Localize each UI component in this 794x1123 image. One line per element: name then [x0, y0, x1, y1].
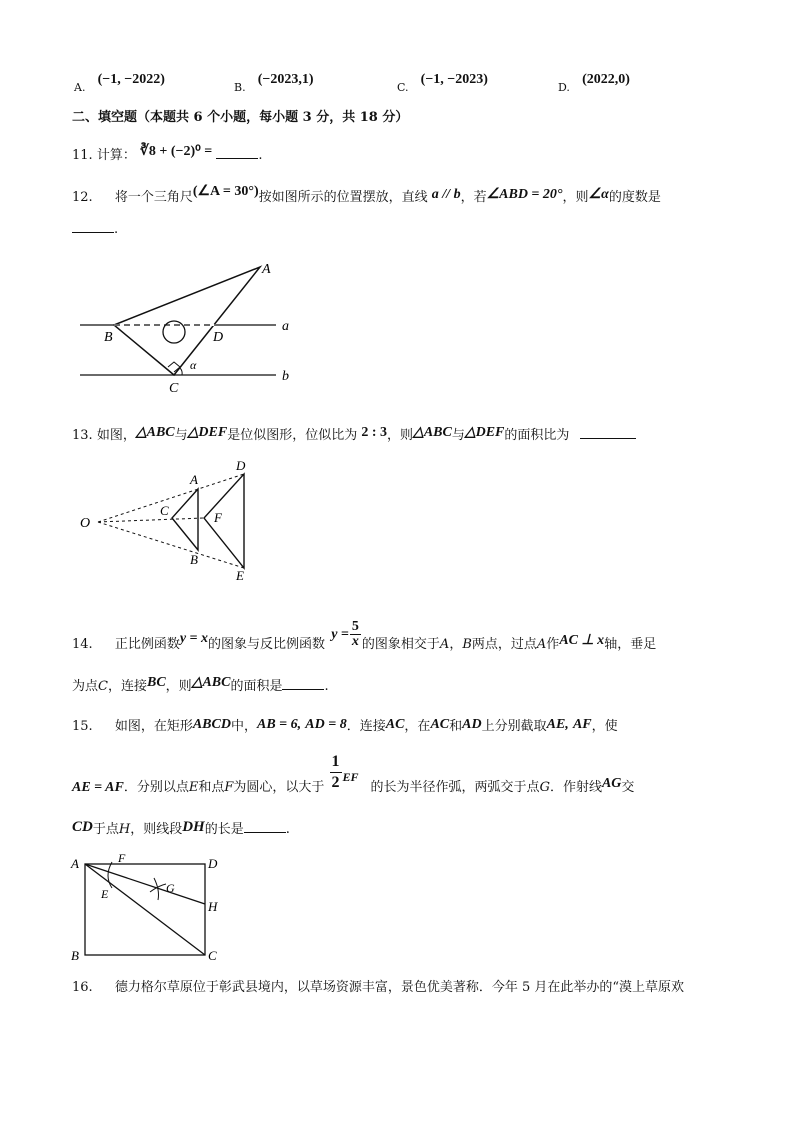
q11-number: 11.	[72, 148, 93, 163]
q15-math-10: EF	[342, 770, 359, 784]
q14-text-1: 正比例函数	[114, 637, 180, 652]
angle-alpha-arc	[180, 368, 182, 375]
q14-fraction	[350, 620, 361, 649]
label-C: C	[169, 381, 179, 396]
q15-math-8: AF	[572, 717, 592, 732]
q14-line2-c: ，连接	[107, 679, 147, 694]
q15-text-1: 如图，在矩形	[114, 719, 193, 734]
label-A-15: A	[71, 856, 79, 871]
option-a	[74, 72, 165, 94]
option-b-letter: B.	[234, 81, 246, 94]
option-c-letter: C.	[397, 81, 409, 94]
label-A: A	[262, 262, 271, 277]
q14-point-a: A	[439, 637, 450, 652]
q14-point-b: B	[462, 637, 472, 652]
label-F-13: F	[214, 510, 222, 525]
q11-answer-blank[interactable]	[216, 146, 258, 159]
q15-text-7: ，使	[591, 719, 618, 734]
q12-math-4: ∠α	[588, 187, 609, 202]
q13-text-5: 与	[451, 428, 465, 443]
q14-point-c: C	[98, 679, 108, 694]
q15-math-9: AE = AF	[72, 780, 124, 795]
q13-math-4: △ABC	[413, 425, 452, 440]
label-O: O	[80, 516, 91, 531]
label-H-15: H	[208, 899, 218, 914]
figure-15	[68, 848, 228, 964]
q15-text-10: 为圆心，以大于	[233, 780, 325, 795]
q15-math-5: AC	[430, 717, 450, 732]
section-title: 二、填空题（本题共 6 个小题，每小题 3 分，共 18 分）	[72, 110, 409, 125]
q13-text-6: 的面积比为	[504, 428, 570, 443]
q15-text-8: ．分别以点	[123, 780, 189, 795]
q14-text-3: 的图象相交于	[361, 637, 440, 652]
q14-text-4: 轴，垂足	[604, 637, 657, 652]
option-d-letter: D.	[558, 81, 570, 94]
figure-13	[78, 456, 268, 584]
question-14	[72, 619, 657, 659]
label-alpha: α	[190, 358, 197, 372]
triangle-abc	[114, 267, 260, 375]
q15-text-9: 和点	[198, 780, 225, 795]
q14-frac-den: x	[351, 634, 359, 649]
q12-text-3: ，若	[460, 190, 487, 205]
q15-math-11: AG	[601, 776, 622, 791]
q14-math-2: y =	[331, 627, 349, 642]
option-b-value: (−2023,1)	[257, 72, 314, 87]
q13-number: 13.	[72, 428, 93, 443]
q15-text-6: 上分别截取	[481, 719, 547, 734]
q15-text-12: ．作射线	[549, 780, 602, 795]
q15-frac-den: 2	[331, 774, 340, 791]
q14-point-a2: A	[536, 637, 547, 652]
label-B: B	[104, 330, 113, 345]
q15-math-6: AD	[462, 717, 482, 732]
q14-math-5: △ABC	[191, 675, 231, 690]
triangle-abc-13	[172, 489, 198, 550]
label-A-13: A	[190, 472, 198, 487]
label-B-15: B	[71, 948, 79, 963]
q11-expression: ∛8 + (−2)⁰ =	[139, 144, 213, 159]
ray-oe	[98, 522, 244, 568]
option-d-value: (2022,0)	[582, 72, 630, 87]
q12-number: 12.	[72, 190, 93, 205]
q15-text-2: 中，	[230, 719, 257, 734]
label-C-15: C	[208, 948, 217, 963]
q15-text-14: 于点	[92, 822, 119, 837]
q15-answer-blank[interactable]	[244, 820, 286, 833]
label-C-13: C	[160, 503, 169, 518]
option-c	[397, 72, 488, 94]
option-a-letter: A.	[74, 81, 86, 94]
question-15-line-3	[72, 818, 290, 838]
q15-number: 15.	[72, 719, 93, 734]
q15-text-15: ，则线段	[130, 822, 183, 837]
question-11	[72, 144, 263, 164]
q12-text-1: 将一个三角尺	[114, 190, 193, 205]
q13-answer-blank[interactable]	[580, 426, 636, 439]
q15-fraction	[330, 752, 342, 793]
triangle-def	[204, 474, 244, 568]
q14-math-1: y = x	[179, 631, 209, 646]
q12-answer-line	[72, 220, 118, 237]
q12-text-2: 按如图所示的位置摆放，直线	[258, 190, 428, 205]
q12-answer-blank[interactable]	[72, 220, 114, 233]
q15-text-13: 交	[621, 780, 635, 795]
label-G-15: G	[166, 881, 175, 895]
label-D-13: D	[236, 458, 246, 473]
q15-point-g: G	[539, 780, 550, 795]
q13-math-5: △DEF	[464, 425, 505, 440]
q14-text-3g: 作	[546, 637, 560, 652]
q14-line2-e: 的面积是	[230, 679, 283, 694]
q12-math-1: (∠A = 30°)	[192, 184, 259, 199]
q11-end: .	[258, 148, 263, 163]
q13-math-2: △DEF	[187, 425, 228, 440]
q15-text-11: 的长为半径作弧，两弧交于点	[370, 780, 540, 795]
option-c-value: (−1, −2023)	[420, 72, 488, 87]
q15-math-1: ABCD	[192, 717, 231, 732]
q12-math-3: ∠ABD = 20°	[486, 187, 563, 202]
question-12	[72, 186, 661, 206]
diagonal-ac	[85, 864, 205, 955]
label-D: D	[213, 330, 224, 345]
q12-text-5: 的度数是	[608, 190, 661, 205]
q14-end: .	[324, 679, 329, 694]
q12-end: .	[114, 222, 119, 237]
q14-line2-d: ，则	[165, 679, 192, 694]
question-16	[72, 976, 684, 995]
q13-text-2: 与	[174, 428, 188, 443]
q11-text: 计算：	[96, 148, 136, 163]
option-b	[234, 72, 314, 94]
q14-comma: ，	[449, 637, 463, 652]
q15-point-f: F	[224, 780, 234, 795]
q15-math-13: DH	[182, 819, 205, 835]
q15-end: .	[285, 822, 290, 837]
q15-math-4: AC	[385, 717, 405, 732]
question-15	[72, 715, 618, 735]
option-a-value: (−1, −2022)	[97, 72, 165, 87]
q15-math-7: AE,	[546, 717, 569, 732]
figure-12	[78, 255, 308, 400]
option-d	[558, 72, 630, 94]
q13-math-3: 2 : 3	[361, 425, 388, 440]
q13-text-3: 是位似图形，位似比为	[227, 428, 358, 443]
q15-math-2: AB = 6,	[256, 717, 302, 732]
q14-text-3e: 两点，过点	[471, 637, 537, 652]
q16-number: 16.	[72, 980, 93, 995]
q13-text-4: ，则	[387, 428, 414, 443]
q15-frac-num: 1	[330, 752, 342, 773]
q14-frac-num: 5	[351, 619, 359, 634]
q12-math-2: a // b	[431, 187, 461, 202]
q15-text-4: ，在	[404, 719, 431, 734]
q12-text-4: ，则	[562, 190, 589, 205]
q15-text-3: ．连接	[346, 719, 386, 734]
label-E-15: E	[101, 887, 109, 901]
label-a: a	[282, 319, 289, 334]
q14-line2-a: 为点	[72, 679, 99, 694]
q14-math-4: BC	[146, 675, 166, 690]
q13-math-1: △ABC	[135, 425, 175, 440]
q16-text: 德力格尔草原位于彰武县境内，以草场资源丰富，景色优美著称．今年 5 月在此举办的“漠上草原欢	[114, 980, 685, 995]
label-b: b	[282, 369, 289, 384]
q15-point-e: E	[188, 780, 199, 795]
question-13	[72, 424, 636, 444]
question-15-line-2	[72, 752, 634, 794]
ray-of	[98, 518, 204, 522]
q14-text-2: 的图象与反比例函数	[208, 637, 326, 652]
q15-math-3: AD = 8	[305, 717, 347, 732]
q14-number: 14.	[72, 637, 93, 652]
q15-math-12: CD	[72, 819, 93, 835]
label-F-15: F	[118, 851, 126, 865]
question-14-line-2	[72, 675, 329, 695]
label-B-13: B	[190, 552, 198, 567]
q15-text-16: 的长是	[204, 822, 244, 837]
q14-math-3: AC ⊥ x	[559, 633, 605, 648]
q13-text-1: 如图，	[96, 428, 136, 443]
label-E-13: E	[236, 568, 244, 583]
q15-text-5: 和	[449, 719, 463, 734]
label-D-15: D	[208, 856, 218, 871]
q14-answer-blank[interactable]	[282, 677, 324, 690]
q15-point-h: H	[118, 822, 131, 837]
